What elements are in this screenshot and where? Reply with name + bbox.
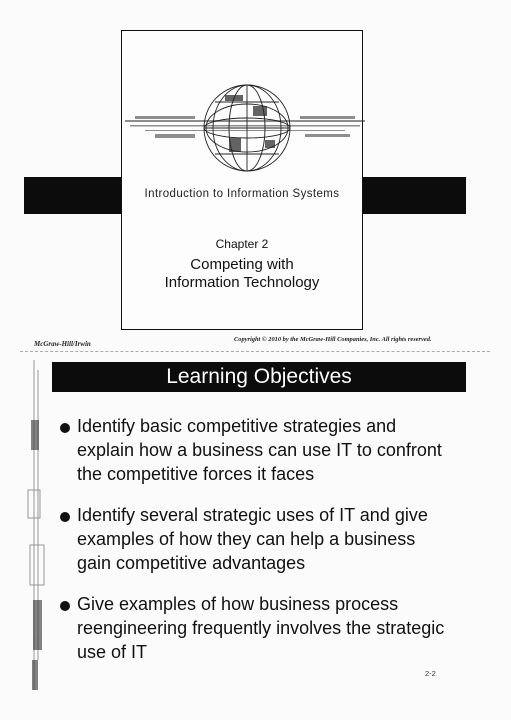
bullet-text-line: reengineering frequently involves the strategic [77, 618, 445, 638]
copyright-notice: Copyright © 2010 by the McGraw-Hill Companies, Inc. All rights reserved. [234, 336, 432, 343]
chapter-title-line: Competing with [190, 256, 294, 273]
bullet-text-line: Identify basic competitive strategies and [77, 416, 397, 436]
bullet-dot-icon [60, 512, 70, 522]
chapter-title [121, 256, 363, 292]
list-item [58, 592, 458, 664]
slide-subtitle: Introduction to Information Systems [144, 188, 340, 200]
slide-header: Learning Objectives [52, 362, 466, 392]
publisher-label: McGraw-Hill/Irwin [34, 340, 91, 348]
slide-divider [20, 351, 490, 352]
bullet-text-line: use of IT [77, 642, 148, 662]
page-number: 2-2 [425, 669, 436, 678]
bullet-dot-icon [60, 423, 70, 433]
scan-artifact [14, 360, 50, 700]
objectives-list [58, 414, 458, 681]
bullet-dot-icon [60, 601, 70, 611]
title-band-left [24, 177, 121, 214]
bullet-text-line: Give examples of how business process [77, 594, 399, 614]
bullet-text-line: explain how a business can use IT to confront [77, 440, 442, 460]
chapter-title-line: Information Technology [164, 274, 320, 291]
bullet-text-line: gain competitive advantages [77, 553, 306, 573]
globe-icon [125, 80, 365, 190]
list-item [58, 503, 458, 575]
bullet-text-line: the competitive forces it faces [77, 464, 315, 484]
list-item [58, 414, 458, 486]
bullet-text-line: examples of how they can help a business [77, 529, 416, 549]
bullet-text-line: Identify several strategic uses of IT and give [77, 505, 428, 525]
chapter-label: Chapter 2 [215, 237, 269, 251]
title-band-right [363, 177, 466, 214]
